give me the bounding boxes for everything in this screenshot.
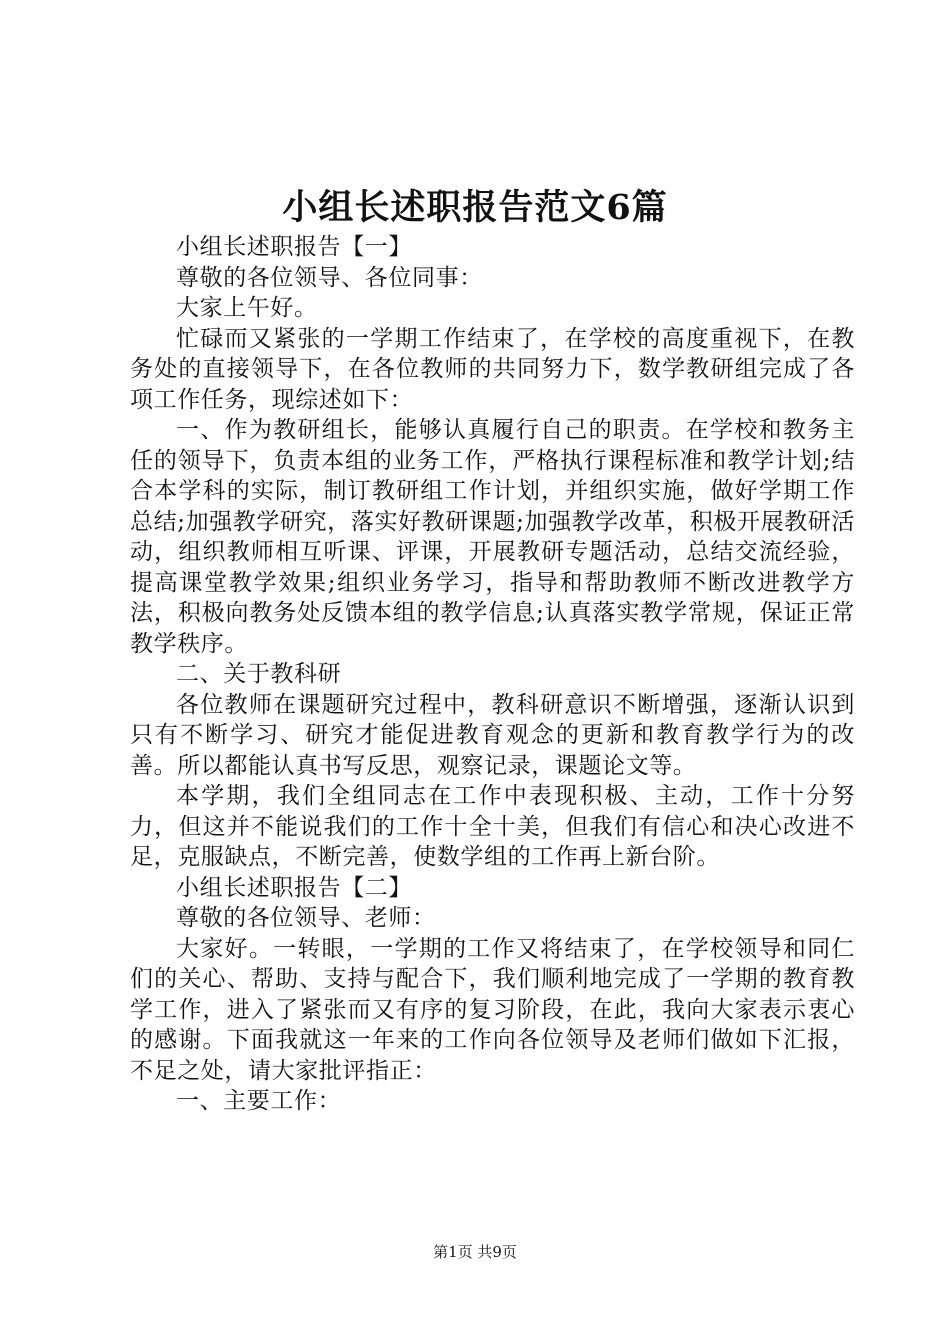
paragraph: 各位教师在课题研究过程中，教科研意识不断增强，逐渐认识到只有不断学习、研究才能促进教育观念的更新和教育教学行为的改善。所以都能认真书写反思，观察记录，课题论文等。 [130,691,855,779]
document-title: 小组长述职报告范文6篇 [282,187,668,228]
paragraph: 小组长述职报告【二】 [176,874,412,901]
paragraph: 小组长述职报告【一】 [176,234,412,260]
paragraph: 忙碌而又紧张的一学期工作结束了，在学校的高度重视下，在教务处的直接领导下，在各位教师的共同努力下，数学教研组完成了各项工作任务，现综述如下： [130,325,855,413]
paragraph: 尊敬的各位领导、各位同事： [176,264,483,291]
paragraph: 本学期，我们全组同志在工作中表现积极、主动，工作十分努力，但这并不能说我们的工作十全十美，但我们有信心和决心改进不足，克服缺点，不断完善，使数学组的工作再上新台阶。 [130,783,855,870]
paragraph: 一、主要工作： [176,1088,342,1114]
document-body [130,232,855,1117]
paragraph: 一、作为教研组长，能够认真履行自己的职责。在学校和教务主任的领导下，负责本组的业务工作，严格执行课程标准和教学计划;结合本学科的实际，制订教研组工作计划，并组织实施，做好学期工作总结;加强教学研究，落实好教研课题;加强教学改革，积极开展教研活动，组织教师相互听课、评课，开展教研专题活动，总结交流经验，提高课堂教学效果;组织业务学习，指导和帮助教师不断改进教学方法，积极向教务处反馈本组的教学信息;认真落实教学常规，保证正常教学秩序。 [130,417,855,657]
paragraph: 二、关于教科研 [176,661,342,687]
paragraph: 尊敬的各位领导、老师： [176,905,436,931]
paragraph: 大家上午好。 [176,295,318,321]
page-footer: 第1页 共9页 [433,1243,517,1261]
paragraph: 大家好。一转眼，一学期的工作又将结束了，在学校领导和同仁们的关心、帮助、支持与配合下，我们顺利地完成了一学期的教育教学工作，进入了紧张而又有序的复习阶段，在此，我向大家表示衷心的感谢。下面我就这一年来的工作向各位领导及老师们做如下汇报，不足之处，请大家批评指正： [130,935,855,1084]
